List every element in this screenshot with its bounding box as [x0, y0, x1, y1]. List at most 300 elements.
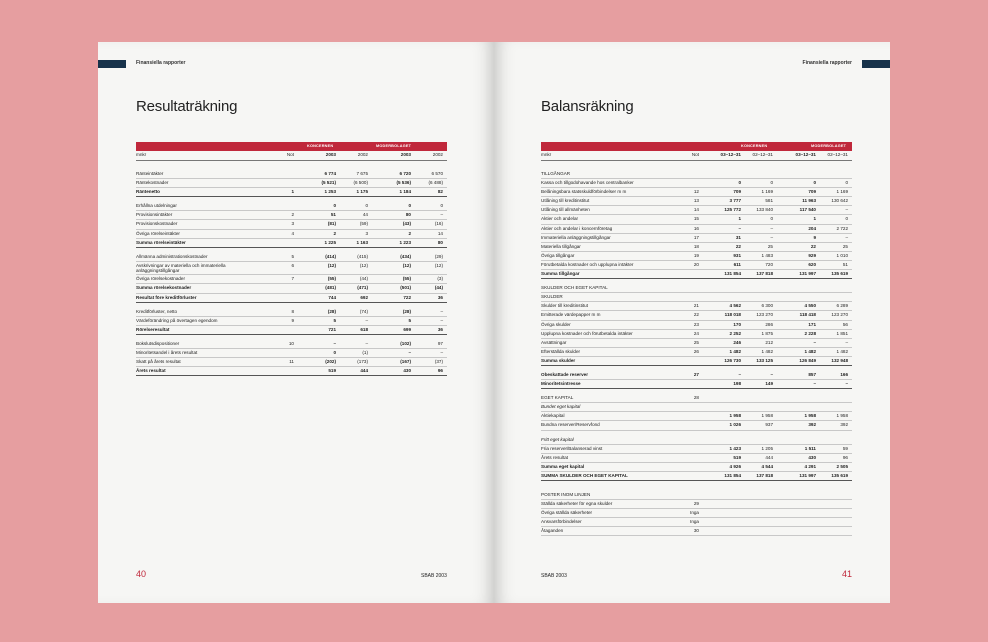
row-note: 15 [693, 216, 699, 222]
value-koncernen-current: (481) [325, 285, 336, 291]
value-koncernen-current: 31 [735, 234, 741, 240]
value-moderbolaget-previous: 1 169 [836, 189, 848, 195]
value-koncernen-previous: 937 [765, 422, 773, 428]
row-label: Kreditförluster, netto [136, 308, 178, 314]
value-moderbolaget-previous: 6 289 [836, 303, 848, 309]
row-label: Årets resultat [541, 454, 569, 460]
row-note: 26 [693, 348, 699, 354]
row-note: 13 [693, 198, 699, 204]
value-koncernen-current: 1 253 [324, 189, 336, 195]
value-moderbolaget-previous: (16) [434, 221, 443, 227]
value-moderbolaget-current: (12) [402, 262, 411, 268]
table-row [541, 371, 852, 380]
row-label: Bokslutsdispositioner [136, 340, 180, 346]
table-row [541, 509, 852, 518]
value-moderbolaget-previous: 36 [437, 294, 443, 300]
row-note: 3 [291, 221, 294, 227]
table-row [541, 445, 852, 454]
row-note: 9 [291, 317, 294, 323]
value-moderbolaget-previous: 135 619 [831, 472, 848, 478]
row-note: 6 [291, 262, 294, 268]
table-row [541, 197, 852, 206]
value-koncernen-previous: 1 205 [761, 445, 773, 451]
table-row [541, 454, 852, 463]
column-header-koncernen-current: 03–12–31 [720, 152, 741, 157]
value-koncernen-current: 1 482 [729, 348, 741, 354]
value-moderbolaget-previous: 0 [440, 203, 443, 209]
row-note: 4 [291, 230, 294, 236]
row-label: Avsättningar [541, 339, 567, 345]
value-koncernen-current: (81) [327, 221, 336, 227]
value-moderbolaget-previous: (3) [437, 276, 443, 282]
table-row [541, 225, 852, 234]
table-row [541, 412, 852, 421]
table-row [541, 436, 852, 445]
value-koncernen-previous: – [770, 225, 773, 231]
value-koncernen-current: 22 [735, 243, 741, 249]
left-page [98, 42, 494, 603]
table-row [541, 243, 852, 252]
value-koncernen-current: (414) [325, 253, 336, 259]
column-header-moderbolaget-current: 2003 [400, 152, 411, 157]
value-moderbolaget-current: 722 [403, 294, 411, 300]
table-row [541, 348, 852, 357]
value-koncernen-current: 131 854 [724, 271, 741, 277]
value-moderbolaget-current: – [813, 339, 816, 345]
value-koncernen-previous: – [770, 371, 773, 377]
value-koncernen-previous: (415) [357, 253, 368, 259]
row-label: Räntenetto [136, 189, 160, 195]
row-label: SKULDER [541, 294, 563, 300]
table-row [541, 463, 852, 472]
value-moderbolaget-current: 1 184 [399, 189, 411, 195]
value-koncernen-current: 246 [733, 339, 741, 345]
page-footer: SBAB 2003 [541, 573, 567, 579]
value-moderbolaget-current: 392 [808, 422, 816, 428]
value-koncernen-previous: 7 675 [356, 171, 368, 176]
row-note: 19 [693, 252, 699, 258]
value-moderbolaget-previous: – [440, 212, 443, 218]
value-moderbolaget-current: 430 [808, 454, 816, 460]
table-row [136, 202, 447, 211]
value-moderbolaget-previous: 1 851 [836, 330, 848, 336]
row-label: Kassa och tillgodohavande hos centralbanker [541, 180, 634, 186]
value-moderbolaget-previous: 36 [437, 326, 443, 332]
value-koncernen-previous: 0 [770, 216, 773, 222]
value-koncernen-previous: 692 [360, 294, 368, 300]
value-moderbolaget-previous: 56 [842, 321, 848, 327]
value-koncernen-current: 1 423 [729, 445, 741, 451]
table-row [541, 518, 852, 527]
value-moderbolaget-previous: (29) [434, 253, 443, 259]
column-header-unit: mnkr [136, 152, 147, 157]
value-koncernen-current: – [333, 340, 336, 346]
row-note: 10 [288, 340, 294, 346]
value-koncernen-previous: (471) [357, 285, 368, 291]
value-moderbolaget-previous: 1 010 [836, 252, 848, 258]
value-moderbolaget-previous: 166 [840, 371, 848, 377]
table-row [136, 188, 447, 197]
row-label: Summa tillgångar [541, 271, 580, 277]
value-moderbolaget-previous: 82 [437, 189, 443, 195]
value-moderbolaget-previous: 123 270 [831, 312, 848, 318]
row-note: 24 [693, 330, 699, 336]
group-header-bar [541, 142, 852, 151]
value-koncernen-current: 2 [333, 230, 336, 236]
value-moderbolaget-current: 857 [808, 371, 816, 377]
value-koncernen-previous: (173) [357, 359, 368, 365]
table-row [541, 206, 852, 215]
row-label: Utlåning till allmänheten [541, 207, 590, 213]
column-header-koncernen-current: 2003 [325, 152, 336, 157]
value-moderbolaget-current: 430 [403, 368, 411, 374]
value-moderbolaget-current: 2 [408, 230, 411, 236]
income-statement-table [136, 142, 447, 376]
row-label: Allmänna administrationskostnader [136, 253, 208, 259]
table-row [136, 349, 447, 358]
value-moderbolaget-current: 131 997 [799, 271, 816, 277]
row-label: Resultat före kreditförluster [136, 294, 197, 300]
value-koncernen-current: 519 [328, 368, 336, 374]
value-moderbolaget-previous: 97 [437, 340, 443, 346]
row-label: Obeskattade reserver [541, 371, 588, 377]
value-moderbolaget-current: 80 [405, 212, 411, 218]
row-label: Provisionsintäkter [136, 212, 173, 218]
group-header-moderbolaget: MODERBOLAGET [376, 143, 412, 148]
group-header-koncernen: KONCERNEN [307, 143, 334, 148]
table-row [136, 179, 447, 188]
value-moderbolaget-previous: 80 [437, 239, 443, 245]
value-koncernen-current: 125 772 [724, 207, 741, 213]
value-moderbolaget-current: 0 [813, 180, 816, 186]
row-note: Inga [690, 519, 699, 525]
value-moderbolaget-previous: 25 [842, 243, 848, 249]
row-note: 8 [291, 308, 294, 314]
row-label: Förutbetalda kostnader och upplupna intäkter [541, 261, 634, 267]
value-koncernen-current: 118 018 [724, 312, 741, 318]
table-row [541, 179, 852, 188]
value-koncernen-current: (55) [327, 276, 336, 282]
table-row [541, 188, 852, 197]
value-moderbolaget-previous: 392 [840, 422, 848, 428]
value-moderbolaget-current: 118 418 [799, 312, 816, 318]
row-note: 2 [291, 212, 294, 218]
value-moderbolaget-current: (55) [402, 276, 411, 282]
column-header-moderbolaget-previous: 2002 [432, 152, 443, 157]
table-row [136, 294, 447, 303]
table-row [541, 491, 852, 500]
value-koncernen-current: 5 [333, 317, 336, 323]
row-label: Efterställda skulder [541, 348, 581, 354]
value-koncernen-previous: 444 [360, 368, 368, 374]
value-koncernen-current: 0 [333, 350, 336, 355]
value-koncernen-previous: 137 818 [756, 271, 773, 277]
row-label: Övriga ställda säkerheter [541, 510, 593, 516]
value-koncernen-previous: 1 169 [761, 189, 773, 195]
table-row [136, 262, 447, 276]
row-label: Belåningsbara statsskuldförbindelser m m [541, 189, 627, 195]
value-koncernen-previous: (59) [359, 221, 368, 227]
value-koncernen-previous: 0 [770, 180, 773, 186]
value-moderbolaget-previous: 1 482 [836, 348, 848, 354]
section-tab [862, 60, 890, 68]
column-header-row [541, 151, 852, 161]
row-note: 18 [693, 243, 699, 249]
value-koncernen-previous: (44) [359, 276, 368, 282]
row-label: Erhållna utdelningar [136, 203, 177, 209]
row-label: Utlåning till kreditinstitut [541, 198, 590, 204]
table-row [541, 270, 852, 279]
table-row [541, 394, 852, 403]
value-moderbolaget-previous: 51 [842, 261, 848, 267]
row-label: Fria reserver/Balanserad vinst [541, 445, 603, 451]
value-koncernen-current: – [738, 371, 741, 377]
row-note: 14 [693, 207, 699, 213]
row-note: 29 [693, 501, 699, 507]
value-moderbolaget-previous: 96 [437, 368, 443, 374]
table-row [541, 330, 852, 339]
table-row [541, 170, 852, 179]
value-koncernen-previous: 1 483 [761, 252, 773, 258]
value-moderbolaget-previous: – [845, 234, 848, 240]
row-note: 23 [693, 321, 699, 327]
row-note: 17 [693, 234, 699, 240]
value-koncernen-previous: 123 270 [756, 312, 773, 318]
value-moderbolaget-current: (43) [402, 221, 411, 227]
value-moderbolaget-current: (167) [400, 359, 411, 365]
column-header-note: Not [691, 152, 699, 157]
value-koncernen-previous: 212 [765, 339, 773, 345]
value-moderbolaget-current: (434) [400, 253, 411, 259]
value-moderbolaget-current: (501) [400, 285, 411, 291]
value-moderbolaget-current: – [813, 381, 816, 387]
value-moderbolaget-current: 0 [408, 203, 411, 209]
table-row [136, 211, 447, 220]
row-note: 1 [291, 189, 294, 195]
table-row [541, 252, 852, 261]
table-row [136, 253, 447, 262]
value-koncernen-previous: 1 163 [356, 239, 368, 245]
row-label: Ansvarsförbindelser [541, 519, 582, 525]
value-moderbolaget-previous: (6 488) [428, 180, 443, 186]
row-label: Skulder till kreditinstitut [541, 303, 588, 309]
table-row [136, 358, 447, 367]
value-koncernen-current: (12) [327, 262, 336, 268]
value-koncernen-previous: – [770, 234, 773, 240]
value-moderbolaget-current: 171 [808, 321, 816, 327]
table-row [541, 321, 852, 330]
value-koncernen-previous: (74) [359, 308, 368, 314]
value-moderbolaget-current: 1 [813, 216, 816, 222]
value-koncernen-current: 126 730 [724, 357, 741, 363]
value-koncernen-current: 4 926 [729, 463, 741, 469]
value-moderbolaget-previous: 59 [842, 445, 848, 451]
value-koncernen-current: 744 [328, 294, 336, 300]
value-koncernen-previous: 618 [360, 326, 368, 332]
row-note: 28 [693, 395, 699, 401]
value-koncernen-current: 2 252 [729, 330, 741, 336]
value-moderbolaget-current: 131 997 [799, 472, 816, 478]
group-header-moderbolaget: MODERBOLAGET [811, 143, 847, 148]
value-koncernen-current: 519 [733, 454, 741, 460]
value-koncernen-current: 0 [333, 203, 336, 209]
row-label: TILLGÅNGAR [541, 171, 571, 176]
row-label: Åtaganden [541, 528, 564, 534]
row-label: Övriga rörelseintäkter [136, 230, 180, 236]
row-label: Summa rörelsekostnader [136, 285, 192, 291]
row-label: Emitterade värdepapper m m [541, 312, 601, 318]
row-label: Avskrivningar av materiella och immateriella anläggningstillgångar [136, 262, 226, 274]
column-header-moderbolaget-previous: 02–12–31 [827, 152, 848, 157]
table-row [541, 261, 852, 270]
row-label: Upplupna kostnader och förutbetalda intäkter [541, 330, 633, 336]
value-moderbolaget-previous: 132 948 [831, 357, 848, 363]
row-label: POSTER INOM LINJEN [541, 492, 591, 497]
group-header-koncernen: KONCERNEN [741, 143, 768, 148]
value-koncernen-previous: 1 958 [761, 413, 773, 419]
value-moderbolaget-current: 22 [810, 243, 816, 249]
value-moderbolaget-previous: (44) [434, 285, 443, 291]
table-row [541, 311, 852, 320]
value-moderbolaget-previous: 135 619 [831, 271, 848, 277]
value-moderbolaget-current: 11 963 [802, 198, 816, 204]
value-koncernen-previous: 6 300 [761, 303, 773, 309]
value-koncernen-previous: 3 [365, 230, 368, 236]
value-koncernen-current: 1 225 [324, 239, 336, 245]
value-koncernen-current: 1 026 [729, 422, 741, 428]
table-row [136, 317, 447, 326]
table-row [136, 230, 447, 239]
row-label: Minoritetsandel i årets resultat [136, 350, 198, 355]
right-page [494, 42, 890, 603]
value-koncernen-previous: 149 [765, 381, 773, 387]
value-moderbolaget-previous: 1 958 [836, 413, 848, 419]
value-moderbolaget-current: 204 [808, 225, 816, 231]
row-label: Årets resultat [136, 368, 166, 374]
value-moderbolaget-current: (102) [400, 340, 411, 346]
row-label: Materiella tillgångar [541, 243, 581, 249]
row-note: 16 [693, 225, 699, 231]
value-moderbolaget-current: (28) [402, 308, 411, 314]
table-row [541, 234, 852, 243]
value-koncernen-current: 709 [733, 189, 741, 195]
table-row [136, 239, 447, 248]
table-row [136, 220, 447, 229]
value-moderbolaget-current: 4 550 [804, 303, 816, 309]
value-koncernen-previous: 581 [765, 198, 773, 204]
column-header-koncernen-previous: 02–12–31 [752, 152, 773, 157]
value-moderbolaget-previous: – [440, 308, 443, 314]
page-number: 40 [136, 569, 147, 579]
table-row [136, 308, 447, 317]
value-koncernen-previous: 133 840 [756, 207, 773, 213]
value-moderbolaget-current: 126 849 [799, 357, 816, 363]
row-note: 30 [693, 528, 699, 534]
value-moderbolaget-previous: 2 722 [836, 225, 848, 231]
value-koncernen-previous: 137 818 [756, 472, 773, 478]
value-moderbolaget-previous: 2 505 [836, 463, 848, 469]
value-moderbolaget-previous: – [845, 339, 848, 345]
value-moderbolaget-current: 117 540 [799, 207, 816, 213]
value-moderbolaget-previous: 6 570 [431, 171, 443, 176]
value-moderbolaget-previous: 130 642 [831, 198, 848, 204]
value-moderbolaget-previous: (37) [434, 359, 443, 365]
value-moderbolaget-previous: 0 [845, 216, 848, 222]
value-moderbolaget-previous: 96 [842, 454, 848, 460]
table-row [541, 357, 852, 366]
value-koncernen-previous: 133 125 [756, 357, 773, 363]
row-note: 21 [693, 303, 699, 309]
row-label: Skatt på årets resultat [136, 359, 181, 365]
page-title: Balansräkning [541, 98, 634, 115]
column-header-note: Not [286, 152, 294, 157]
table-body [541, 165, 852, 536]
table-body [136, 165, 447, 376]
value-koncernen-current: 51 [330, 212, 336, 218]
table-row [541, 472, 852, 481]
value-koncernen-previous: 0 [365, 203, 368, 209]
table-row [541, 380, 852, 389]
row-note: 27 [693, 371, 699, 377]
section-tab [98, 60, 126, 68]
row-label: Övriga tillgångar [541, 252, 575, 258]
row-label: Aktier och andelar [541, 216, 579, 222]
row-note: 11 [289, 359, 294, 365]
table-row [541, 500, 852, 509]
row-label: Rörelseresultat [136, 326, 170, 332]
value-koncernen-current: 6 774 [324, 171, 336, 176]
row-label: Fritt eget kapital [541, 436, 574, 442]
table-row [136, 275, 447, 284]
page-title: Resultaträkning [136, 98, 238, 115]
table-row [541, 302, 852, 311]
value-koncernen-current: 1 958 [729, 413, 741, 419]
row-note: 7 [291, 276, 294, 282]
value-koncernen-previous: – [365, 317, 368, 323]
value-koncernen-previous: 44 [362, 212, 368, 218]
value-koncernen-previous: 444 [765, 454, 773, 460]
value-koncernen-current: 0 [738, 180, 741, 186]
row-note: 12 [693, 189, 699, 195]
value-koncernen-current: 131 854 [724, 472, 741, 478]
table-row [136, 326, 447, 335]
column-header-row [136, 151, 447, 161]
column-header-koncernen-previous: 2002 [357, 152, 368, 157]
value-koncernen-previous: 720 [765, 261, 773, 267]
balance-sheet-table [541, 142, 852, 536]
value-moderbolaget-previous: – [440, 350, 443, 355]
value-moderbolaget-current: 9 [813, 234, 816, 240]
value-moderbolaget-current: 699 [403, 326, 411, 332]
value-koncernen-previous: – [365, 340, 368, 346]
row-label: EGET KAPITAL [541, 395, 574, 401]
value-koncernen-previous: 1 875 [761, 330, 773, 336]
value-koncernen-current: – [738, 225, 741, 231]
section-label: Finansiella rapporter [136, 60, 186, 66]
value-koncernen-current: 931 [733, 252, 741, 258]
column-header-moderbolaget-current: 03–12–31 [795, 152, 816, 157]
table-row [541, 293, 852, 302]
row-note: 20 [693, 261, 699, 267]
row-label: Bundna reserver/Reservfond [541, 422, 600, 428]
table-row [541, 421, 852, 430]
value-moderbolaget-current: 620 [808, 261, 816, 267]
row-label: Ställda säkerheter för egna skulder [541, 501, 613, 507]
value-koncernen-previous: 286 [765, 321, 773, 327]
row-label: Räntekostnader [136, 180, 169, 186]
value-koncernen-current: 1 [738, 216, 741, 222]
value-moderbolaget-current: 4 291 [804, 463, 816, 469]
